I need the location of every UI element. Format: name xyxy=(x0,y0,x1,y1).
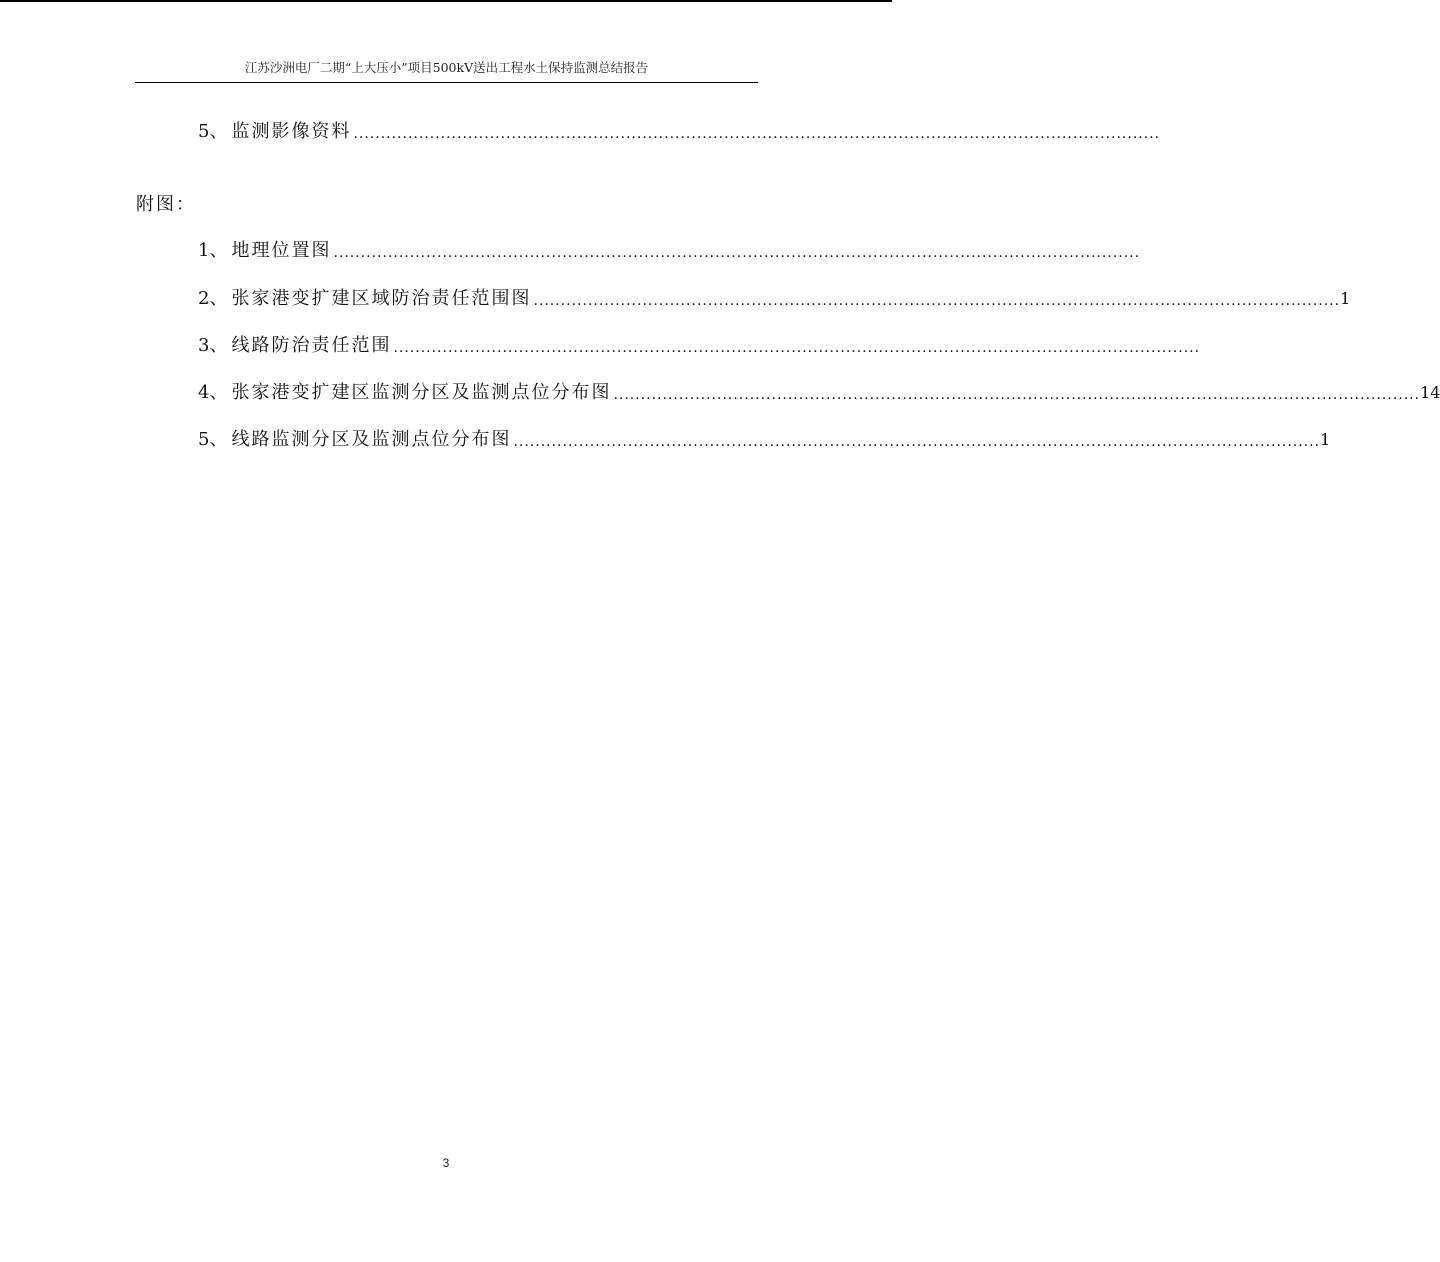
figure-entry[interactable] xyxy=(198,380,1440,406)
toc-dot-leader: .................................................................................................................................................... xyxy=(353,126,1161,142)
figure-entry-title: 线路防治责任范围 xyxy=(231,335,392,356)
figure-entry-title: 张家港变扩建区域防治责任范围图 xyxy=(231,288,532,309)
figure-entry-separator: 、 xyxy=(209,429,228,450)
toc-entry[interactable] xyxy=(198,119,1161,145)
figure-entry-separator: 、 xyxy=(209,382,228,403)
page-number: 3 xyxy=(442,1156,450,1170)
figure-entry-title: 线路监测分区及监测点位分布图 xyxy=(231,429,512,450)
figure-entry-separator: 、 xyxy=(209,240,228,261)
figure-entry-separator: 、 xyxy=(209,335,228,356)
toc-dot-leader: .................................................................................................................................................... xyxy=(393,340,1201,356)
figure-entry-page: 1 xyxy=(1340,289,1351,308)
figure-entry-number: 3 xyxy=(198,335,210,356)
toc-dot-leader: .................................................................................................................................................... xyxy=(333,245,1141,261)
figure-entry-page: 1 xyxy=(1320,430,1331,449)
figure-entry-number: 4 xyxy=(198,382,210,403)
running-header: 江苏沙洲电厂二期“上大压小”项目500kV送出工程水土保持监测总结报告 xyxy=(244,60,649,75)
figure-entry-number: 5 xyxy=(198,429,210,450)
toc-entry-number: 5 xyxy=(198,121,210,142)
header-rule xyxy=(135,82,758,83)
toc-dot-leader: .................................................................................................................................................... xyxy=(613,387,1421,403)
toc-entry-separator: 、 xyxy=(209,121,228,142)
figure-entry[interactable] xyxy=(198,427,1331,453)
figure-entry-title: 地理位置图 xyxy=(231,240,332,261)
toc-dot-leader: .................................................................................................................................................... xyxy=(513,434,1321,450)
figure-entry-separator: 、 xyxy=(209,288,228,309)
appendix-figures-heading: 附图： xyxy=(136,194,196,215)
toc-entry-title: 监测影像资料 xyxy=(231,121,352,142)
figure-entry-number: 1 xyxy=(198,240,210,261)
figure-entry[interactable] xyxy=(198,238,1141,264)
figure-entry-title: 张家港变扩建区监测分区及监测点位分布图 xyxy=(231,382,612,403)
figure-entry-page: 14 xyxy=(1420,383,1440,402)
page-top-border xyxy=(0,0,892,2)
figure-entry[interactable] xyxy=(198,333,1201,359)
toc-dot-leader: .................................................................................................................................................... xyxy=(533,293,1341,309)
figure-entry[interactable] xyxy=(198,286,1351,312)
figure-entry-number: 2 xyxy=(198,288,210,309)
